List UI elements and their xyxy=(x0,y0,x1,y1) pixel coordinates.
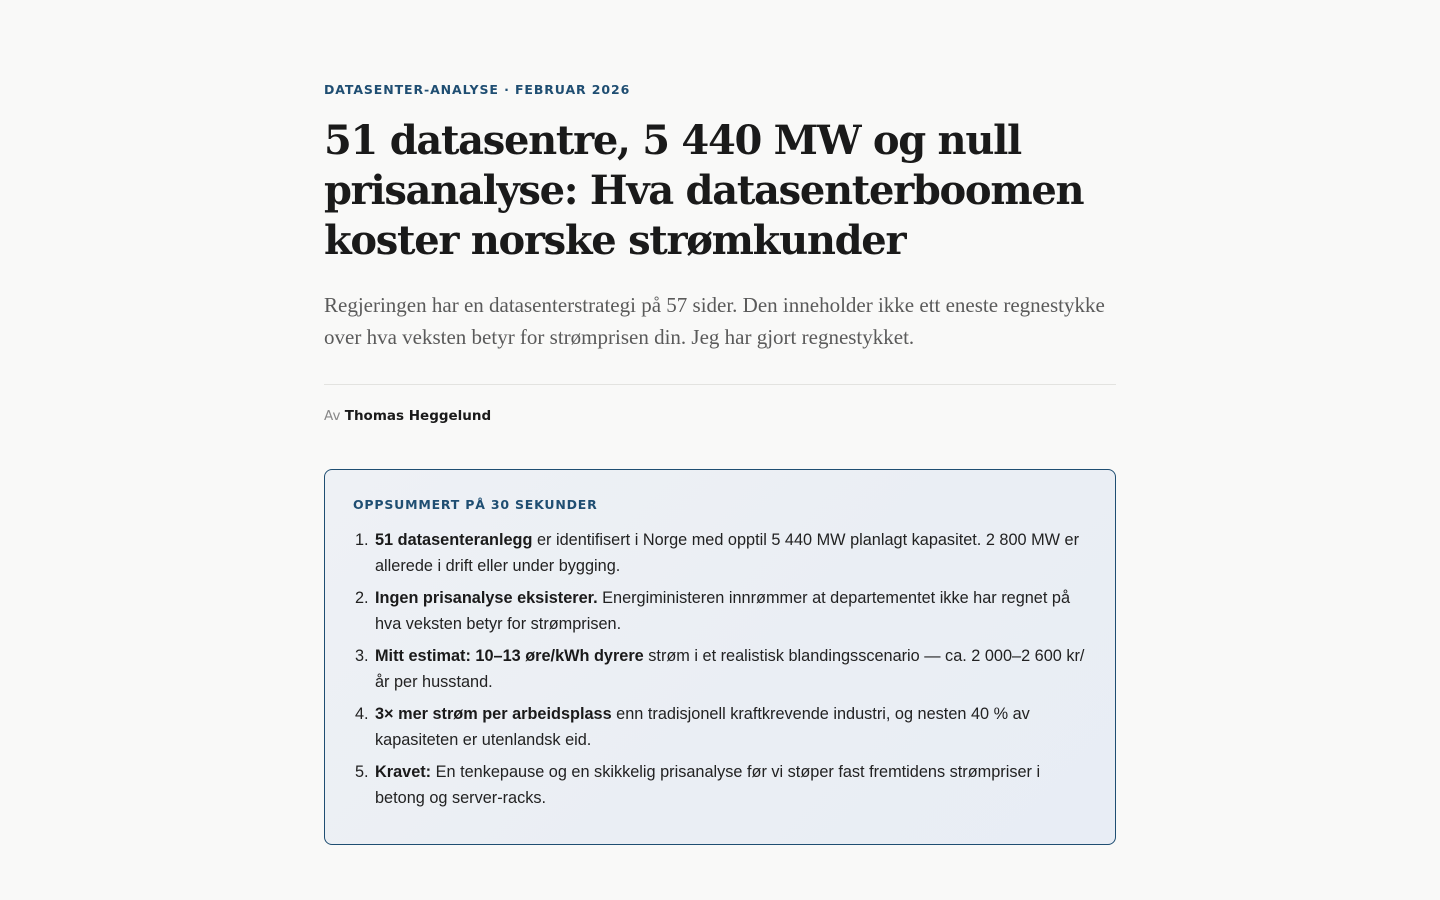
summary-item-text: enn tradisjonell kraftkrevende industri, og nesten 40 % av kapasiteten er utenlandsk eid. xyxy=(375,705,1030,749)
summary-item xyxy=(353,643,1093,695)
summary-item-bold: Kravet: xyxy=(375,763,432,781)
summary-item-number: 2. xyxy=(355,589,369,607)
article-lede: Regjeringen har en datasenterstrategi på 57 sider. Den inneholder ikke ett eneste regnestykke over hva veksten betyr for strømprisen din. Jeg har gjort regnestykket. xyxy=(324,293,1105,349)
summary-box xyxy=(324,469,1116,845)
article-kicker: DATASENTER-ANALYSE · FEBRUAR 2026 xyxy=(324,82,631,97)
summary-item-bold: Mitt estimat: 10–13 øre/kWh dyrere xyxy=(375,647,644,665)
summary-item-text: En tenkepause og en skikkelig prisanalyse før vi støper fast fremtidens strømpriser i betong og server-racks. xyxy=(375,763,1041,807)
summary-item-bold: 3× mer strøm per arbeidsplass xyxy=(375,705,612,723)
summary-item-text: strøm i et realistisk blandingsscenario — ca. 2 000–2 600 kr/år per husstand. xyxy=(375,647,1085,691)
byline xyxy=(324,408,491,424)
summary-item xyxy=(353,759,1093,811)
divider xyxy=(324,384,1116,385)
summary-item xyxy=(353,585,1093,637)
summary-heading: OPPSUMMERT PÅ 30 SEKUNDER xyxy=(353,497,598,512)
summary-item xyxy=(353,527,1093,579)
summary-item-bold: 51 datasenteranlegg xyxy=(375,531,533,549)
summary-item-number: 3. xyxy=(355,647,369,665)
byline-prefix: Av xyxy=(324,408,341,424)
summary-item-number: 5. xyxy=(355,763,369,781)
summary-item-number: 1. xyxy=(355,531,369,549)
summary-item-text: er identifisert i Norge med opptil 5 440 MW planlagt kapasitet. 2 800 MW er allerede i drift eller under bygging. xyxy=(375,531,1080,575)
article-title: 51 datasentre, 5 440 MW og null prisanalyse: Hva datasenterboomen koster norske strømkunder xyxy=(324,117,1084,264)
summary-item-number: 4. xyxy=(355,705,369,723)
summary-list xyxy=(353,527,1093,817)
author-name[interactable]: Thomas Heggelund xyxy=(344,408,492,424)
summary-item xyxy=(353,701,1093,753)
summary-item-text: Energiministeren innrømmer at departementet ikke har regnet på hva veksten betyr for strømprisen. xyxy=(375,589,1071,633)
summary-item-bold: Ingen prisanalyse eksisterer. xyxy=(375,589,598,607)
